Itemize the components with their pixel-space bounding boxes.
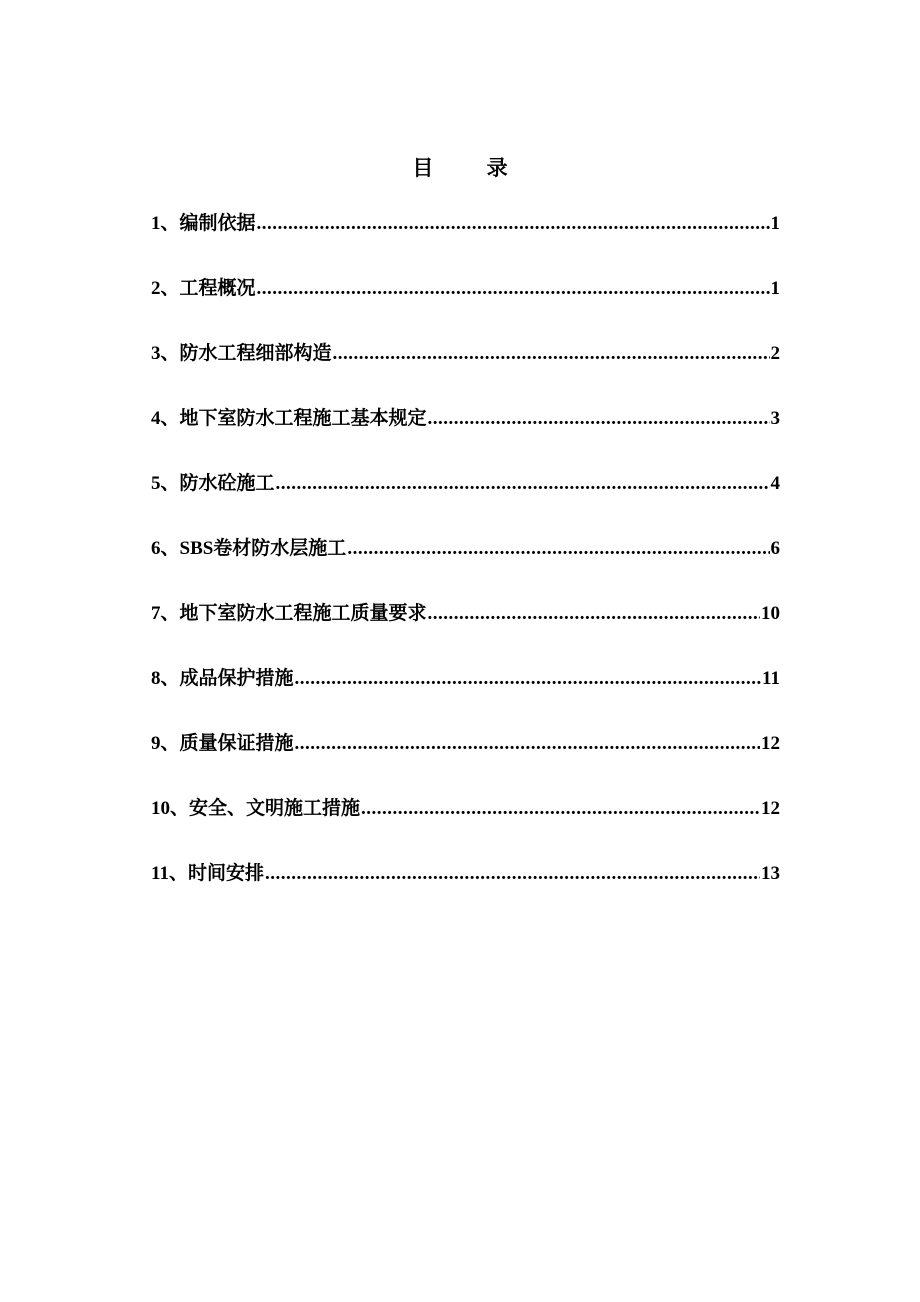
toc-dot-leader bbox=[333, 336, 770, 372]
toc-entry-label: 1、编制依据 bbox=[151, 213, 256, 234]
toc-dot-leader bbox=[295, 661, 762, 697]
toc-entry-label: 8、成品保护措施 bbox=[151, 668, 294, 689]
toc-entry-page: 4 bbox=[770, 473, 780, 494]
toc-entry-label: 3、防水工程细部构造 bbox=[151, 343, 332, 364]
toc-dot-leader bbox=[257, 206, 770, 242]
toc-entry[interactable] bbox=[151, 661, 780, 726]
toc-entry-page: 13 bbox=[761, 863, 780, 884]
toc-dot-leader bbox=[347, 531, 769, 567]
toc-entry-page: 6 bbox=[770, 538, 780, 559]
toc-entry-label: 10、安全、文明施工措施 bbox=[151, 798, 361, 819]
toc-entry[interactable] bbox=[151, 726, 780, 791]
toc-entry-page: 12 bbox=[761, 798, 780, 819]
toc-dot-leader bbox=[276, 466, 770, 502]
toc-entry-page: 11 bbox=[762, 668, 780, 689]
toc-entry-page: 12 bbox=[761, 733, 780, 754]
toc-entry[interactable] bbox=[151, 856, 780, 921]
toc-entry-page: 2 bbox=[770, 343, 780, 364]
toc-entry[interactable] bbox=[151, 531, 780, 596]
toc-entry[interactable] bbox=[151, 271, 780, 336]
toc-dot-leader bbox=[257, 271, 770, 307]
toc-entry[interactable] bbox=[151, 336, 780, 401]
toc-list bbox=[151, 206, 780, 921]
toc-entry-label: 7、地下室防水工程施工质量要求 bbox=[151, 603, 427, 624]
toc-dot-leader bbox=[428, 596, 760, 632]
toc-title: 目 录 bbox=[412, 156, 532, 180]
toc-entry-label: 9、质量保证措施 bbox=[151, 733, 294, 754]
toc-entry-page: 3 bbox=[770, 408, 780, 429]
toc-entry[interactable] bbox=[151, 206, 780, 271]
toc-entry-page: 1 bbox=[770, 278, 780, 299]
toc-dot-leader bbox=[428, 401, 770, 437]
toc-dot-leader bbox=[361, 791, 760, 827]
toc-entry-label: 11、时间安排 bbox=[151, 863, 264, 884]
toc-entry[interactable] bbox=[151, 791, 780, 856]
toc-entry[interactable] bbox=[151, 466, 780, 531]
toc-dot-leader bbox=[265, 856, 760, 892]
toc-entry-label: 6、SBS卷材防水层施工 bbox=[151, 538, 347, 559]
toc-entry-label: 5、防水砼施工 bbox=[151, 473, 275, 494]
toc-dot-leader bbox=[295, 726, 760, 762]
toc-entry-label: 2、工程概况 bbox=[151, 278, 256, 299]
toc-entry-page: 1 bbox=[770, 213, 780, 234]
toc-entry[interactable] bbox=[151, 401, 780, 466]
toc-entry-label: 4、地下室防水工程施工基本规定 bbox=[151, 408, 427, 429]
toc-entry-page: 10 bbox=[761, 603, 780, 624]
toc-entry[interactable] bbox=[151, 596, 780, 661]
